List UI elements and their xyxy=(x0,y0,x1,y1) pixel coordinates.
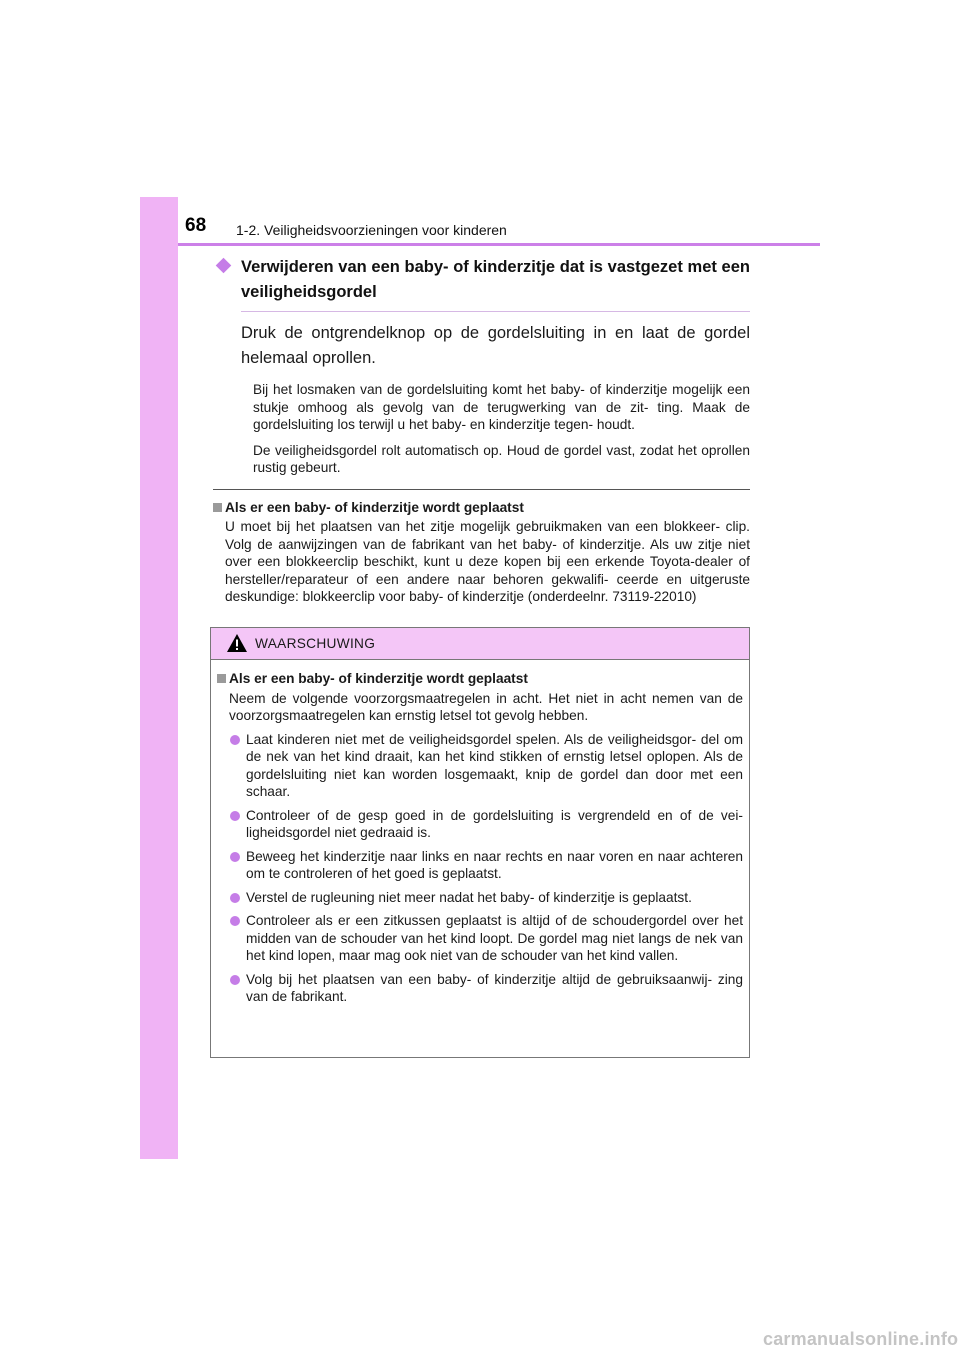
chapter-sidebar-tab xyxy=(140,197,178,1159)
list-item-text: Laat kinderen niet met de veiligheidsgordel spelen. Als de veiligheidsgor- del om de nek van het kind draait, kan het kind stikken of ernstig letsel oplopen. Als de gordelsluiting niet kan worden losgemaakt, knip de gordel dan door met een schaar. xyxy=(246,731,743,799)
warning-box xyxy=(210,627,750,1058)
list-item xyxy=(215,889,743,907)
step-heading xyxy=(213,255,750,305)
section-title: 1-2. Veiligheidsvoorzieningen voor kinderen xyxy=(236,222,507,238)
circle-bullet-icon xyxy=(230,916,240,926)
site-watermark: carmanualsonline.info xyxy=(763,1329,959,1349)
info-body: U moet bij het plaatsen van het zitje mogelijk gebruikmaken van een blokkeer- clip. Volg de aanwijzingen van de fabrikant van het baby- of kinderzitje. Als uw zitje niet over een blokkeerclip beschikt, kunt u deze kopen bij een erkende Toyota-dealer of hersteller/reparateur of een andere naar behoren gekwalifi- ceerde en uitgeruste deskundige: blokkeerclip voor baby- of kinderzitje (onderdeelnr. 73119-22010) xyxy=(225,519,750,604)
warning-title-text: Als er een baby- of kinderzitje wordt geplaatst xyxy=(229,671,528,686)
main-content xyxy=(213,255,750,606)
circle-bullet-icon xyxy=(230,735,240,745)
warning-intro: Neem de volgende voorzorgsmaatregelen in acht. Het niet in acht nemen van de voorzorgsmaatregelen kan ernstig letsel tot gevolg hebben. xyxy=(229,690,743,723)
header-divider xyxy=(178,243,820,246)
list-item xyxy=(215,731,743,801)
warning-header xyxy=(211,628,749,660)
page-number: 68 xyxy=(185,215,207,236)
list-item-text: Controleer als er een zitkussen geplaatst is altijd of de schoudergordel over het midden van de schouder van het kind loopt. De gordel mag niet langs de nek van het kind lopen, maar mag ook niet van de schouder van het kind vallen. xyxy=(246,913,743,963)
circle-bullet-icon xyxy=(230,852,240,862)
warning-label: WAARSCHUWING xyxy=(255,636,376,651)
step-heading-text: Verwijderen van een baby- of kinderzitje dat is vastgezet met een veiligheidsgordel xyxy=(241,258,750,301)
list-item xyxy=(215,807,743,842)
circle-bullet-icon xyxy=(230,893,240,903)
square-bullet-icon xyxy=(213,503,222,512)
step-note: Bij het losmaken van de gordelsluiting komt het baby- of kinderzitje mogelijk een stukje omhoog als gevolg van de terugwerking van de zit- ting. Maak de gordelsluiting los terwijl u het baby- en kinderzitje tegen- houdt. xyxy=(253,382,750,432)
circle-bullet-icon xyxy=(230,975,240,985)
section-divider xyxy=(213,489,750,490)
info-title xyxy=(213,499,750,517)
list-item-text: Controleer of de gesp goed in de gordelsluiting is vergrendeld en of de vei- ligheidsgordel niet gedraaid is. xyxy=(246,807,743,840)
warning-title xyxy=(215,670,743,688)
circle-bullet-icon xyxy=(230,811,240,821)
list-item-text: Verstel de rugleuning niet meer nadat het baby- of kinderzitje is geplaatst. xyxy=(246,889,692,905)
step-heading-divider xyxy=(241,311,750,312)
list-item-text: Volg bij het plaatsen van een baby- of kinderzitje altijd de gebruiksaanwij- zing van de fabrikant. xyxy=(246,971,743,1004)
info-title-text: Als er een baby- of kinderzitje wordt geplaatst xyxy=(225,499,524,515)
list-item-text: Beweeg het kinderzitje naar links en naar rechts en naar voren en naar achteren om te controleren of het goed is geplaatst. xyxy=(246,848,743,881)
list-item xyxy=(215,971,743,1006)
step-instruction: Druk de ontgrendelknop op de gordelsluiting in en laat de gordel helemaal oprollen. xyxy=(241,324,750,367)
step-note: De veiligheidsgordel rolt automatisch op. Houd de gordel vast, zodat het oprollen rustig gebeurt. xyxy=(253,442,750,475)
warning-list xyxy=(215,731,743,1006)
warning-content xyxy=(211,660,749,1006)
diamond-bullet-icon xyxy=(216,258,232,274)
list-item xyxy=(215,848,743,883)
square-bullet-icon xyxy=(217,674,226,683)
list-item xyxy=(215,912,743,965)
warning-triangle-icon xyxy=(226,633,248,653)
